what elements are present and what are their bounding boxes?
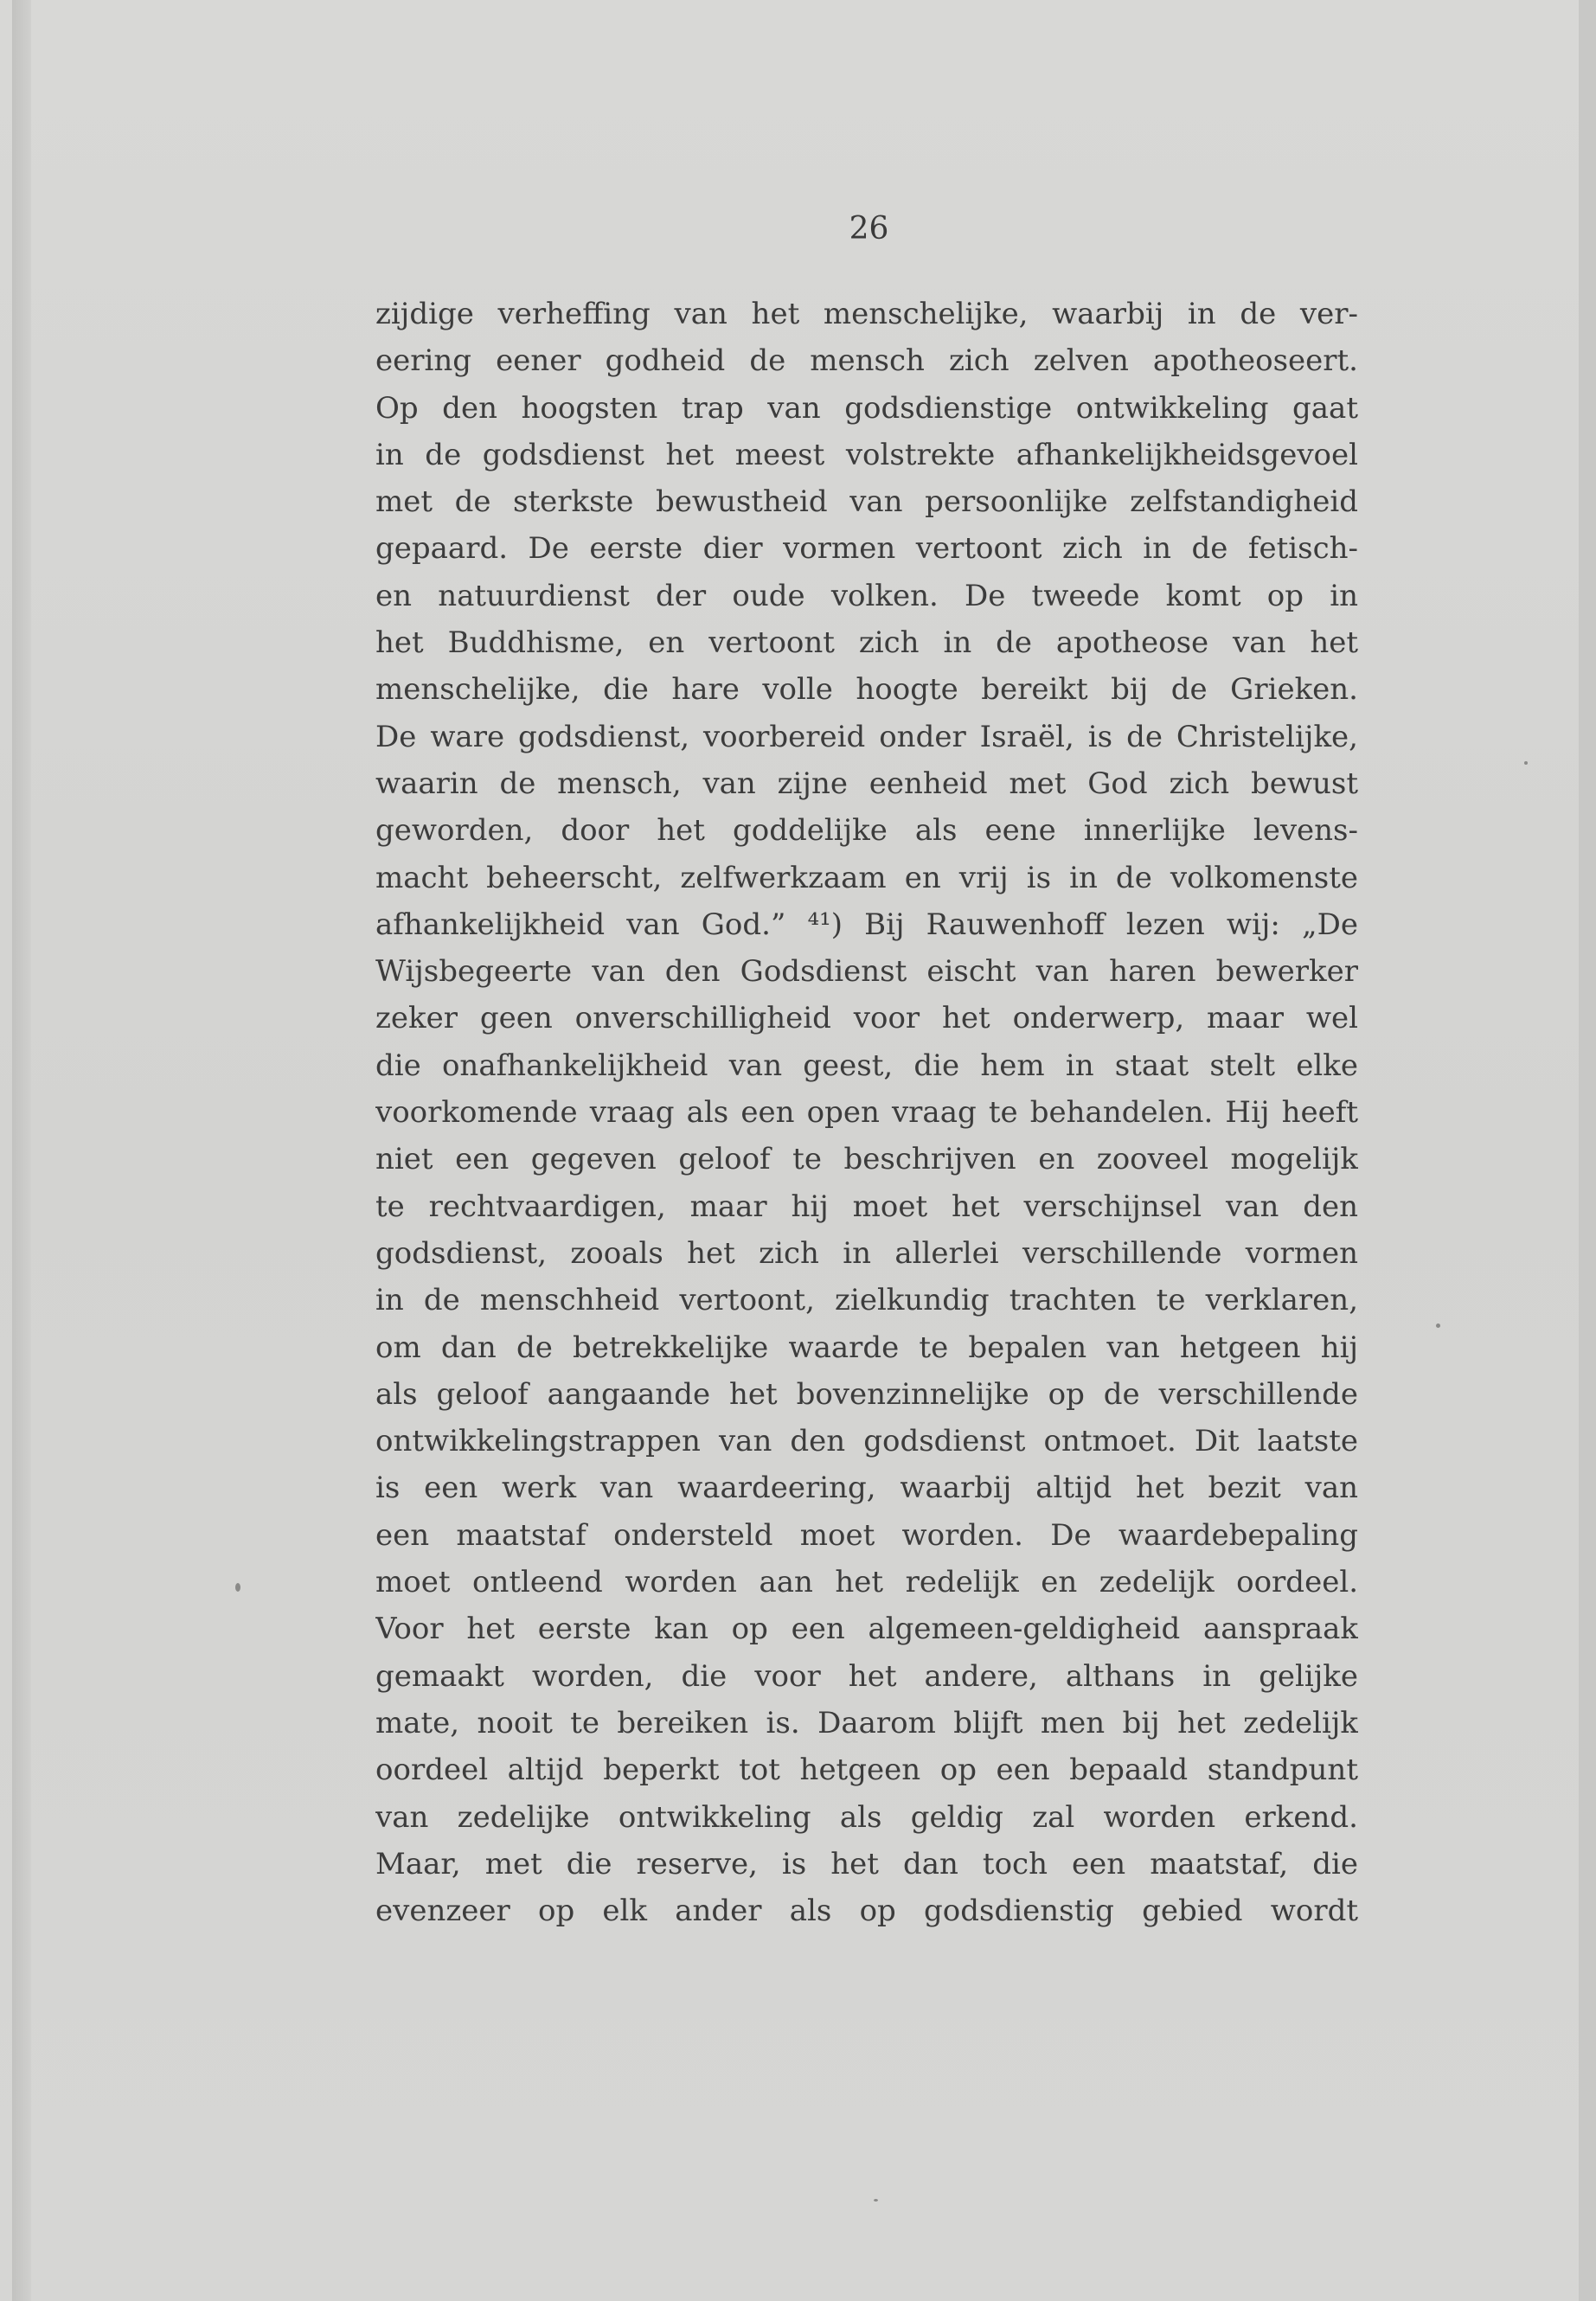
text-line: is een werk van waardeering, waarbij altijd het bezit van bbox=[375, 1471, 1358, 1506]
text-line: en natuurdienst der oude volken. De tweede komt op in bbox=[375, 578, 1358, 613]
text-line: zeker geen onverschilligheid voor het onderwerp, maar wel bbox=[375, 1001, 1358, 1036]
text-line: om dan de betrekkelijke waarde te bepalen van hetgeen hij bbox=[375, 1330, 1358, 1365]
text-line: zijdige verheffing van het menschelijke, waarbij in de ver- bbox=[375, 297, 1358, 331]
text-line: eering eener godheid de mensch zich zelven apotheoseert. bbox=[375, 343, 1358, 379]
text-line: macht beheerscht, zelfwerkzaam en vrij is in de volkomenste bbox=[375, 860, 1358, 895]
text-line: ontwikkelingstrappen van den godsdienst ontmoet. Dit laatste bbox=[375, 1424, 1358, 1459]
text-line: van zedelijke ontwikkeling als geldig zal worden erkend. bbox=[375, 1799, 1358, 1835]
text-line: Maar, met die reserve, is het dan toch een maatstaf, die bbox=[375, 1846, 1358, 1881]
text-line: in de godsdienst het meest volstrekte afhankelijkheidsgevoel bbox=[375, 437, 1358, 472]
text-line: menschelijke, die hare volle hoogte bereikt bij de Grieken. bbox=[375, 672, 1358, 708]
text-line: geworden, door het goddelijke als eene innerlijke levens- bbox=[375, 813, 1358, 849]
text-line: die onafhankelijkheid van geest, die hem in staat stelt elke bbox=[375, 1048, 1358, 1083]
page-number: 26 bbox=[849, 211, 889, 247]
text-line: waarin de mensch, van zijne eenheid met God zich bewust bbox=[375, 766, 1358, 801]
paper-speck bbox=[874, 2199, 878, 2202]
text-line: een maatstaf ondersteld moet worden. De waardebepaling bbox=[375, 1517, 1358, 1553]
text-line: als geloof aangaande het bovenzinnelijke op de verschillende bbox=[375, 1376, 1358, 1412]
paper-speck bbox=[1436, 1324, 1440, 1328]
text-line: met de sterkste bewustheid van persoonlijke zelfstandigheid bbox=[375, 484, 1358, 520]
text-line: evenzeer op elk ander als op godsdienstig gebied wordt bbox=[375, 1894, 1358, 1929]
text-line: niet een gegeven geloof te beschrijven en zooveel mogelijk bbox=[375, 1142, 1358, 1177]
text-line: te rechtvaardigen, maar hij moet het verschijnsel van den bbox=[375, 1189, 1358, 1224]
text-line: De ware godsdienst, voorbereid onder Israël, is de Christelijke, bbox=[375, 719, 1358, 754]
text-line: mate, nooit te bereiken is. Daarom blijft men bij het zedelijk bbox=[375, 1705, 1358, 1740]
paper-speck bbox=[1524, 761, 1528, 765]
text-line: afhankelijkheid van God.” ⁴¹) Bij Rauwenhoff lezen wij: „De bbox=[375, 907, 1358, 942]
text-line: oordeel altijd beperkt tot hetgeen op een bepaald standpunt bbox=[375, 1753, 1358, 1788]
page-binding-edge bbox=[12, 0, 31, 2301]
text-line: gemaakt worden, die voor het andere, althans in gelijke bbox=[375, 1658, 1358, 1694]
body-text bbox=[375, 291, 1358, 1934]
text-line: in de menschheid vertoont, zielkundig trachten te verklaren, bbox=[375, 1283, 1358, 1318]
text-line: godsdienst, zooals het zich in allerlei verschillende vormen bbox=[375, 1235, 1358, 1271]
text-line: Wijsbegeerte van den Godsdienst eischt van haren bewerker bbox=[375, 954, 1358, 990]
text-line: Voor het eerste kan op een algemeen-geldigheid aanspraak bbox=[375, 1612, 1358, 1647]
text-line: Op den hoogsten trap van godsdienstige ontwikkeling gaat bbox=[375, 390, 1358, 426]
page-right-edge bbox=[1579, 0, 1596, 2301]
text-line: gepaard. De eerste dier vormen vertoont zich in de fetisch- bbox=[375, 531, 1358, 567]
text-line: voorkomende vraag als een open vraag te behandelen. Hij heeft bbox=[375, 1095, 1358, 1131]
text-line: moet ontleend worden aan het redelijk en zedelijk oordeel. bbox=[375, 1565, 1358, 1600]
paper-speck bbox=[235, 1583, 240, 1592]
text-line: het Buddhisme, en vertoont zich in de apotheose van het bbox=[375, 625, 1358, 661]
